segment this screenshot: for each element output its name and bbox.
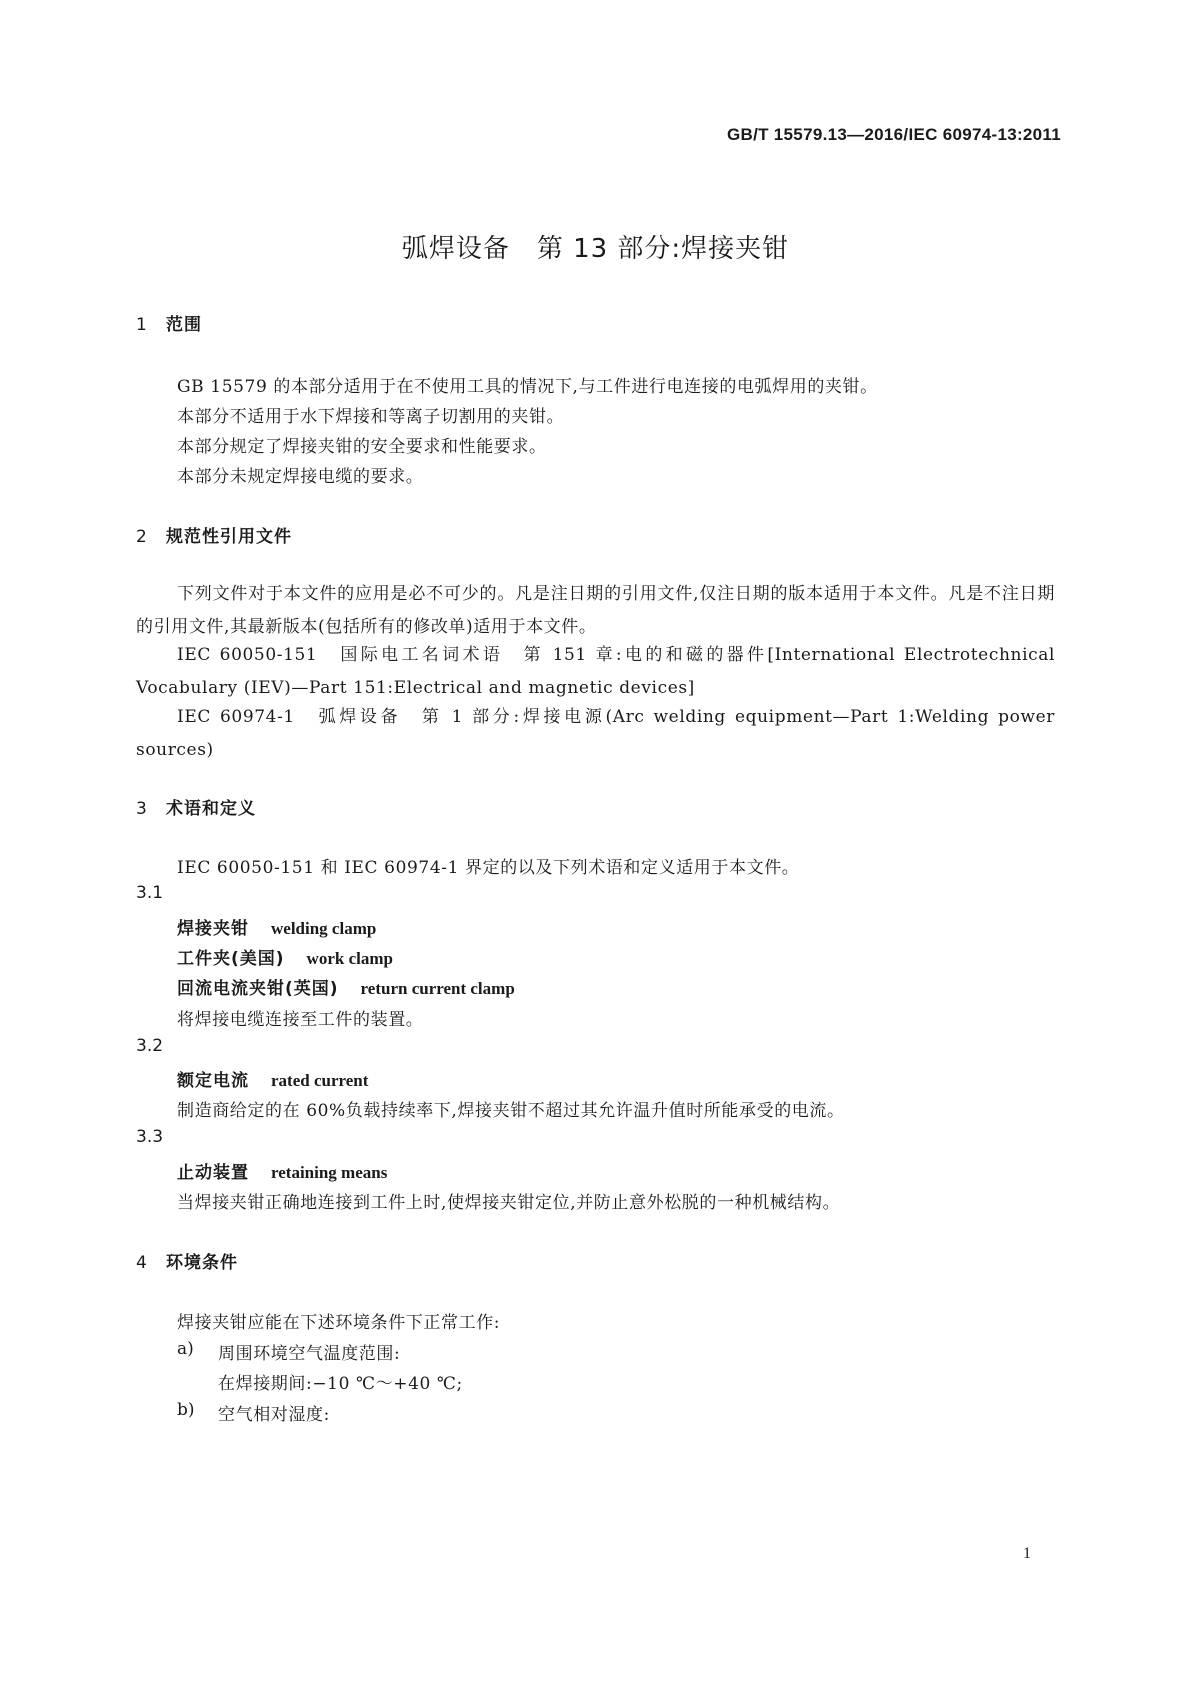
- list-item-text: 周围环境空气温度范围:: [218, 1344, 401, 1364]
- section-1-heading: [136, 310, 202, 335]
- term-definition: 将焊接电缆连接至工件的装置。: [177, 1010, 424, 1030]
- term-definition: 制造商给定的在 60%负载持续率下,焊接夹钳不超过其允许温升值时所能承受的电流。: [177, 1101, 845, 1121]
- list-item-label: a): [177, 1339, 194, 1359]
- section-2-heading: [136, 522, 292, 547]
- section-1-paragraph: GB 15579 的本部分适用于在不使用工具的情况下,与工件进行电连接的电弧焊用的夹钳。: [177, 377, 878, 397]
- section-4-title: 环境条件: [166, 1253, 238, 1273]
- section-1-title: 范围: [166, 315, 202, 335]
- normative-reference: IEC 60050-151 国际电工名词术语 第 151 章:电的和磁的器件[International Electrotechnical Vocabulary (IEV)—Part 151:Electrical and magnetic devices]: [136, 645, 1055, 698]
- section-1-paragraph: 本部分规定了焊接夹钳的安全要求和性能要求。: [177, 437, 547, 457]
- section-4-heading: [136, 1248, 238, 1273]
- term-zh: 额定电流: [177, 1071, 249, 1091]
- section-1-paragraph: 本部分不适用于水下焊接和等离子切割用的夹钳。: [177, 407, 565, 427]
- term-entry: [177, 1066, 368, 1091]
- section-3-title: 术语和定义: [166, 799, 256, 819]
- section-3-number: 3: [136, 799, 148, 819]
- term-entry: [177, 1158, 387, 1183]
- term-number: 3.1: [136, 883, 164, 903]
- list-item-subtext: 在焊接期间:−10 ℃～+40 ℃;: [218, 1374, 463, 1394]
- term-zh: 止动装置: [177, 1163, 249, 1183]
- term-entry: [177, 944, 393, 969]
- section-1-number: 1: [136, 315, 148, 335]
- term-entry: [177, 914, 376, 939]
- section-4-number: 4: [136, 1253, 148, 1273]
- term-zh: 工件夹(美国): [177, 949, 285, 969]
- term-en: retaining means: [271, 1163, 388, 1182]
- document-title: 弧焊设备 第 13 部分:焊接夹钳: [401, 234, 790, 264]
- page-number: 1: [1023, 1545, 1031, 1562]
- section-2-title: 规范性引用文件: [166, 527, 292, 547]
- term-en: rated current: [271, 1071, 369, 1090]
- term-number: 3.3: [136, 1127, 164, 1147]
- term-zh: 焊接夹钳: [177, 919, 249, 939]
- list-item-text: 空气相对湿度:: [218, 1405, 330, 1425]
- term-definition: 当焊接夹钳正确地连接到工件上时,使焊接夹钳定位,并防止意外松脱的一种机械结构。: [177, 1193, 841, 1213]
- section-3-heading: [136, 794, 256, 819]
- term-en: work clamp: [306, 949, 393, 968]
- term-en: welding clamp: [271, 919, 377, 938]
- section-3-intro: IEC 60050-151 和 IEC 60974-1 界定的以及下列术语和定义适用于本文件。: [177, 858, 800, 878]
- term-en: return current clamp: [360, 979, 515, 998]
- term-entry: [177, 974, 515, 999]
- term-zh: 回流电流夹钳(英国): [177, 979, 339, 999]
- normative-reference: IEC 60974-1 弧焊设备 第 1 部分:焊接电源(Arc welding equipment—Part 1:Welding power sources): [136, 707, 1055, 760]
- standard-code: GB/T 15579.13—2016/IEC 60974-13:2011: [726, 125, 1061, 144]
- section-2-number: 2: [136, 527, 148, 547]
- section-4-intro: 焊接夹钳应能在下述环境条件下正常工作:: [177, 1313, 501, 1333]
- term-number: 3.2: [136, 1036, 164, 1056]
- section-1-paragraph: 本部分未规定焊接电缆的要求。: [177, 467, 424, 487]
- list-item-label: b): [177, 1400, 195, 1420]
- section-2-intro: 下列文件对于本文件的应用是必不可少的。凡是注日期的引用文件,仅注日期的版本适用于本文件。凡是不注日期的引用文件,其最新版本(包括所有的修改单)适用于本文件。: [136, 584, 1055, 637]
